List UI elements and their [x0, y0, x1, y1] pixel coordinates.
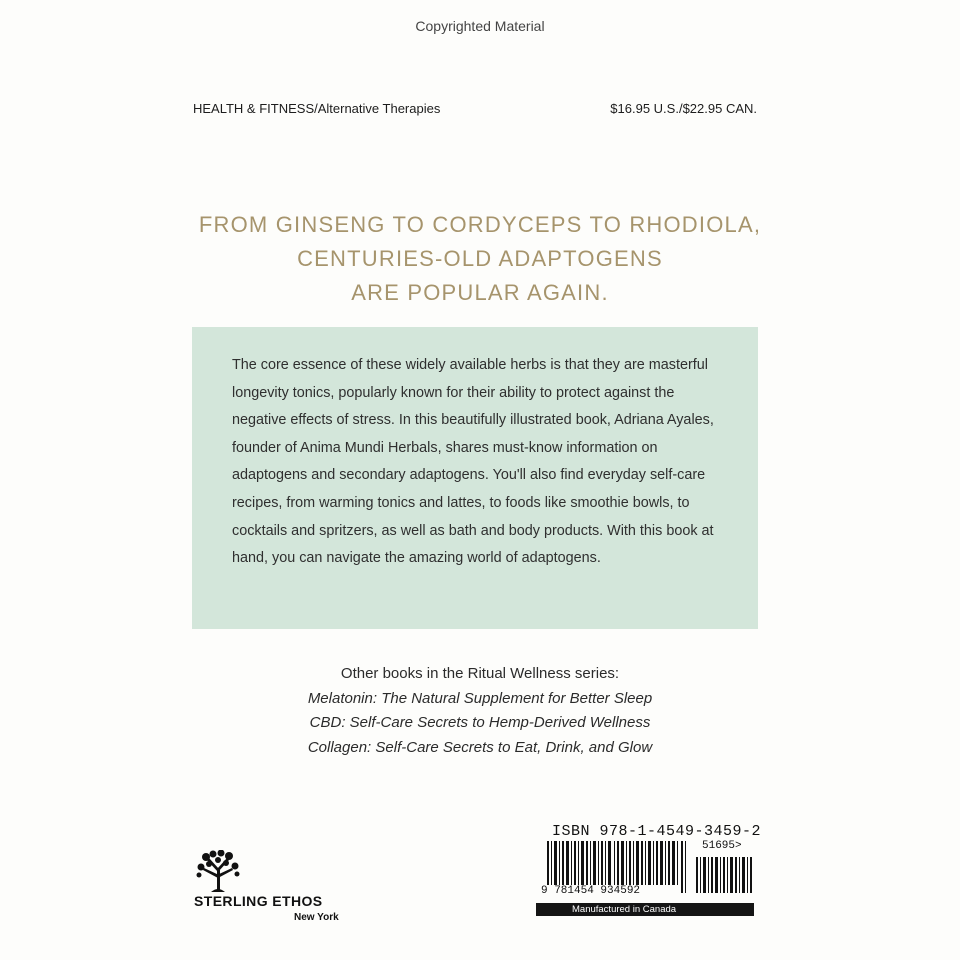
headline-line: CENTURIES-OLD ADAPTOGENS — [297, 246, 663, 271]
barcode-addon — [695, 857, 753, 893]
series-intro: Other books in the Ritual Wellness series: — [340, 665, 620, 682]
series-book-subtitle: Self-Care Secrets to Eat, Drink, and Glow — [375, 738, 653, 756]
series-book-title: CBD — [309, 714, 342, 731]
manufactured-label: Manufactured in Canada — [536, 903, 754, 916]
price-label: $16.95 U.S./$22.95 CAN. — [610, 101, 757, 116]
headline-line: FROM GINSENG TO CORDYCEPS TO RHODIOLA, — [198, 212, 762, 237]
series-book-subtitle: Self-Care Secrets to Hemp-Derived Wellness — [349, 714, 651, 731]
series-list — [180, 662, 780, 760]
ean-digits: 9 781454 934592 — [537, 885, 644, 897]
addon-digits: 51695> — [702, 840, 742, 852]
publisher-city: New York — [294, 912, 339, 923]
tree-icon — [193, 850, 373, 930]
series-book-title: Collagen — [307, 738, 368, 756]
series-book-subtitle: The Natural Supplement for Better Sleep — [381, 689, 653, 707]
blurb-text: The core essence of these widely available herbs is that they are masterful longevity tonics, popularly known for their ability to protect against the negative effects of stress. In this beautifully illustrated book, Adriana Ayales, founder of Anima Mundi Herbals, shares must-know information on adaptogens and secondary adaptogens. You'll also find everyday self-care recipes, from warming tonics and lattes, to foods like smoothie bowls, to cocktails and spritzers, as well as bath and body products. With this book at hand, you can navigate the amazing world of adaptogens. — [232, 357, 714, 567]
headline-line: ARE POPULAR AGAIN. — [351, 280, 609, 305]
series-book: Melatonin: The Natural Supplement for Better Sleep — [307, 689, 653, 707]
series-book: CBD: Self-Care Secrets to Hemp-Derived Wellness — [309, 714, 651, 731]
series-book: Collagen: Self-Care Secrets to Eat, Drink, and Glow — [307, 738, 653, 756]
headline — [180, 208, 780, 310]
series-book-title: Melatonin — [307, 689, 373, 707]
isbn-label: ISBN 978-1-4549-3459-2 — [552, 823, 762, 840]
category-label: HEALTH & FITNESS/Alternative Therapies — [193, 101, 441, 116]
blurb-box — [192, 327, 758, 629]
watermark: Copyrighted Material — [415, 18, 545, 34]
publisher-name: STERLING ETHOS — [194, 893, 323, 909]
